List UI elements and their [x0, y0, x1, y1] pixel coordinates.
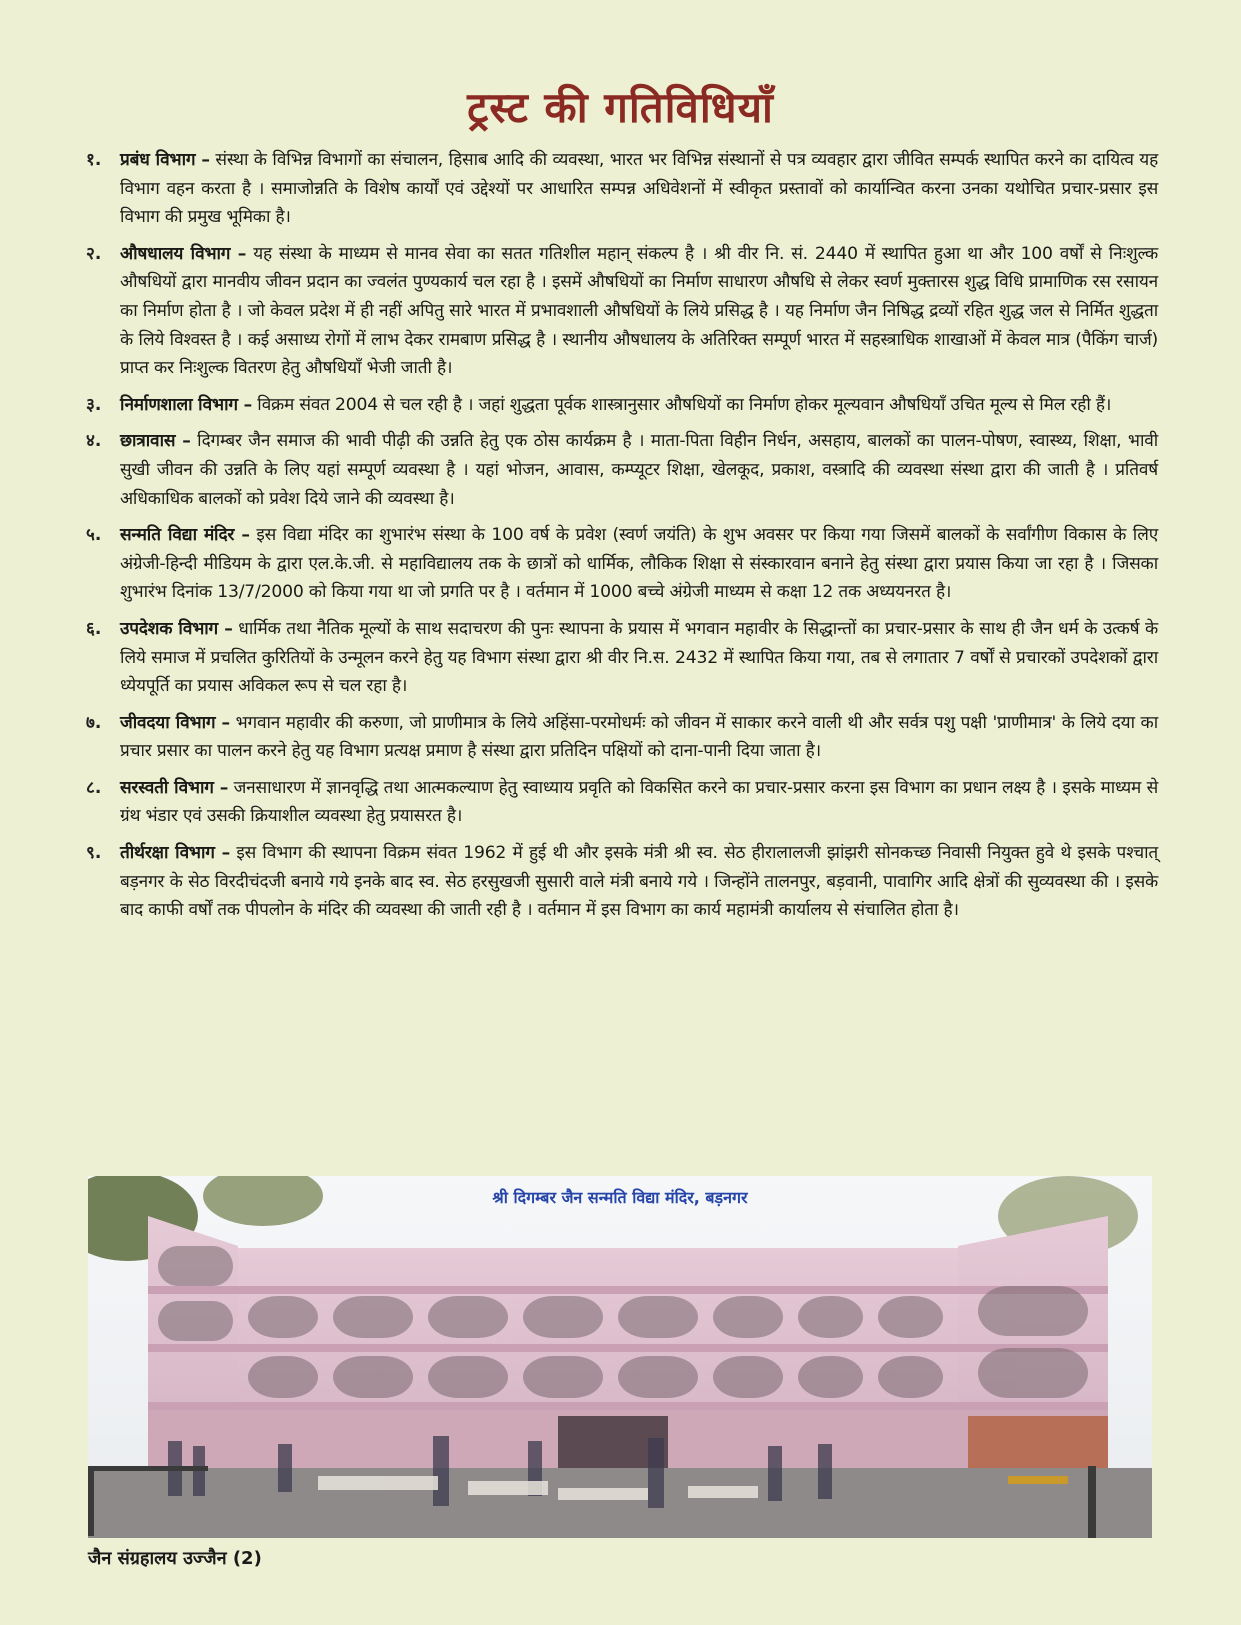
item-number: ४. — [86, 431, 102, 452]
item-heading: निर्माणशाला विभाग – — [120, 394, 252, 415]
item-heading: उपदेशक विभाग – — [120, 618, 233, 639]
item-content — [120, 709, 1158, 766]
item-content — [120, 839, 1158, 925]
item-content — [120, 240, 1158, 383]
item-number: ३. — [86, 394, 102, 415]
item-number: ६. — [86, 618, 102, 639]
building-illustration — [88, 1176, 1152, 1538]
list-item — [86, 427, 1158, 513]
item-heading: सन्मति विद्या मंदिर – — [120, 525, 250, 546]
item-content — [120, 774, 1158, 831]
item-content — [120, 146, 1158, 232]
item-text: धार्मिक तथा नैतिक मूल्यों के साथ सदाचरण की पुनः स्थापना के प्रयास में भगवान महावीर के सिद्धान्तों का प्रचार-प्रसार के साथ ही जैन धर्म के उत्कर्ष के लिये समाज में प्रचलित कुरितियों के उन्मूलन करने हेतु यह विभाग संस्था द्वारा श्री वीर नि.स. 2432 में स्थापित किया गया, तब से लगातार 7 वर्षों से प्रचारकों उपदेशकों द्वारा ध्येयपूर्ति का प्रयास अविकल रूप से चल रहा है। — [120, 618, 1158, 697]
item-text: जनसाधारण में ज्ञानवृद्धि तथा आत्मकल्याण हेतु स्वाध्याय प्रवृति को विकसित करने का प्रचार-प्रसार करना इस विभाग का प्रधान लक्ष्य है । इसके माध्यम से ग्रंथ भंडार एवं उसकी क्रियाशील व्यवस्था हेतु प्रयासरत है। — [120, 777, 1158, 827]
item-number: ५. — [86, 525, 102, 546]
list-item — [86, 839, 1158, 925]
item-heading: जीवदया विभाग – — [120, 712, 230, 733]
page-footer: जैन संग्रहालय उज्जैन (2) — [88, 1548, 262, 1569]
item-heading: औषधालय विभाग – — [120, 243, 247, 264]
activity-list — [86, 146, 1158, 933]
list-item — [86, 615, 1158, 701]
item-text: इस विभाग की स्थापना विक्रम संवत 1962 में हुई थी और इसके मंत्री श्री स्व. सेठ हीरालालजी झांझरी सोनकच्छ निवासी नियुक्त हुवे थे इसके पश्चात् बड़नगर के सेठ विरदीचंदजी बनाये गये इनके बाद स्व. सेठ हरसुखजी सुसारी वाले मंत्री बनाये गये । जिन्होंने तालनपुर, बड़वानी, पावागिर आदि क्षेत्रों की सुव्यवस्था की । इसके बाद काफी वर्षों तक पीपलोन के मंदिर की व्यवस्था की जाती रही है । वर्तमान में इस विभाग का कार्य महामंत्री कार्यालय से संचालित होता है। — [120, 843, 1158, 921]
item-content — [120, 615, 1158, 701]
item-content — [120, 427, 1158, 513]
list-item — [86, 521, 1158, 607]
page-title: ट्रस्ट की गतिविधियाँ — [467, 83, 774, 132]
photo-caption: श्री दिगम्बर जैन सन्मति विद्या मंदिर, बड़नगर — [492, 1188, 748, 1207]
item-content — [120, 391, 1158, 420]
school-building-photo — [88, 1176, 1152, 1538]
item-number: ८. — [86, 777, 102, 798]
item-text: विक्रम संवत 2004 से चल रही है । जहां शुद्धता पूर्वक शास्त्रानुसार औषधियों का निर्माण होकर मूल्यवान औषधियाँ उचित मूल्य से मिल रही हैं। — [257, 394, 1112, 415]
list-item — [86, 709, 1158, 766]
item-text: संस्था के विभिन्न विभागों का संचालन, हिसाब आदि की व्यवस्था, भारत भर विभिन्न संस्थानों से पत्र व्यवहार द्वारा जीवित सम्पर्क स्थापित करने का दायित्व यह विभाग वहन करता है । समाजोन्नति के विशेष कार्यों एवं उद्देश्यों पर आधारित सम्पन्न अधिवेशनों में स्वीकृत प्रस्तावों को कार्यान्वित करना उनका यथोचित प्रचार-प्रसार इस विभाग की प्रमुख भूमिका है। — [120, 150, 1158, 228]
item-text: भगवान महावीर की करुणा, जो प्राणीमात्र के लिये अहिंसा-परमोधर्मः को जीवन में साकार करने वाली थी और सर्वत्र पशु पक्षी 'प्राणीमात्र' के लिये दया का प्रचार प्रसार का पालन करने हेतु यह विभाग प्रत्यक्ष प्रमाण है संस्था द्वारा प्रतिदिन पक्षियों को दाना-पानी दिया जाता है। — [120, 712, 1159, 762]
item-text: इस विद्या मंदिर का शुभारंभ संस्था के 100 वर्ष के प्रवेश (स्वर्ण जयंति) के शुभ अवसर पर किया गया जिसमें बालकों के सर्वांगीण विकास के लिए अंग्रेजी-हिन्दी मीडियम के द्वारा एल.के.जी. से महाविद्यालय तक के छात्रों को धार्मिक, लौकिक शिक्षा से संस्कारवान बनाने हेतु संस्था द्वारा प्रयास किया जा रहा है । जिसका शुभारंभ दिनांक 13/7/2000 को किया गया था जो प्रगति पर है । वर्तमान में 1000 बच्चे अंग्रेजी माध्यम से कक्षा 12 तक अध्ययनरत है। — [120, 525, 1159, 603]
item-text: दिगम्बर जैन समाज की भावी पीढ़ी की उन्नति हेतु एक ठोस कार्यक्रम है । माता-पिता विहीन निर्धन, असहाय, बालकों का पालन-पोषण, स्वास्थ्य, शिक्षा, भावी सुखी जीवन की उन्नति के लिए यहां सम्पूर्ण व्यवस्था है । यहां भोजन, आवास, कम्प्यूटर शिक्षा, खेलकूद, प्रकाश, वस्त्रादि की व्यवस्था संस्था द्वारा की जाती है । प्रतिवर्ष अधिकाधिक बालकों को प्रवेश दिये जाने की व्यवस्था है। — [120, 431, 1158, 509]
item-content — [120, 521, 1158, 607]
list-item — [86, 240, 1158, 383]
item-heading: प्रबंध विभाग – — [120, 150, 210, 170]
item-number: ९. — [86, 843, 102, 864]
item-heading: छात्रावास – — [120, 431, 191, 452]
item-heading: सरस्वती विभाग – — [120, 777, 229, 798]
item-number: २. — [86, 243, 102, 264]
item-text: यह संस्था के माध्यम से मानव सेवा का सतत गतिशील महान् संकल्प है । श्री वीर नि. सं. 2440 में स्थापित हुआ था और 100 वर्षों से निःशुल्क औषधियों द्वारा मानवीय जीवन प्रदान का ज्वलंत पुण्यकार्य चल रहा है । इसमें औषधियों का निर्माण साधारण औषधि से लेकर स्वर्ण मुक्तारस शुद्ध विधि प्रामाणिक रस रसायन का निर्माण होता है । जो केवल प्रदेश में ही नहीं अपितु सारे भारत में प्रभावशाली औषधियों के लिये प्रसिद्ध है । यह निर्माण जैन निषिद्ध द्रव्यों रहित शुद्ध जल से निर्मित शुद्धता के लिये विश्वस्त है । कई असाध्य रोगों में लाभ देकर रामबाण प्रसिद्ध है । स्थानीय औषधालय के अतिरिक्त सम्पूर्ण भारत में सहस्त्राधिक शाखाओं में केवल मात्र (पैकिंग चार्ज) प्राप्त कर निःशुल्क वितरण हेतु औषधियाँ भेजी जाती है। — [120, 243, 1158, 379]
item-heading: तीर्थरक्षा विभाग – — [120, 843, 231, 864]
list-item — [86, 391, 1158, 420]
item-number: ७. — [86, 712, 102, 733]
list-item — [86, 774, 1158, 831]
list-item — [86, 146, 1158, 232]
item-number: १. — [86, 150, 102, 170]
